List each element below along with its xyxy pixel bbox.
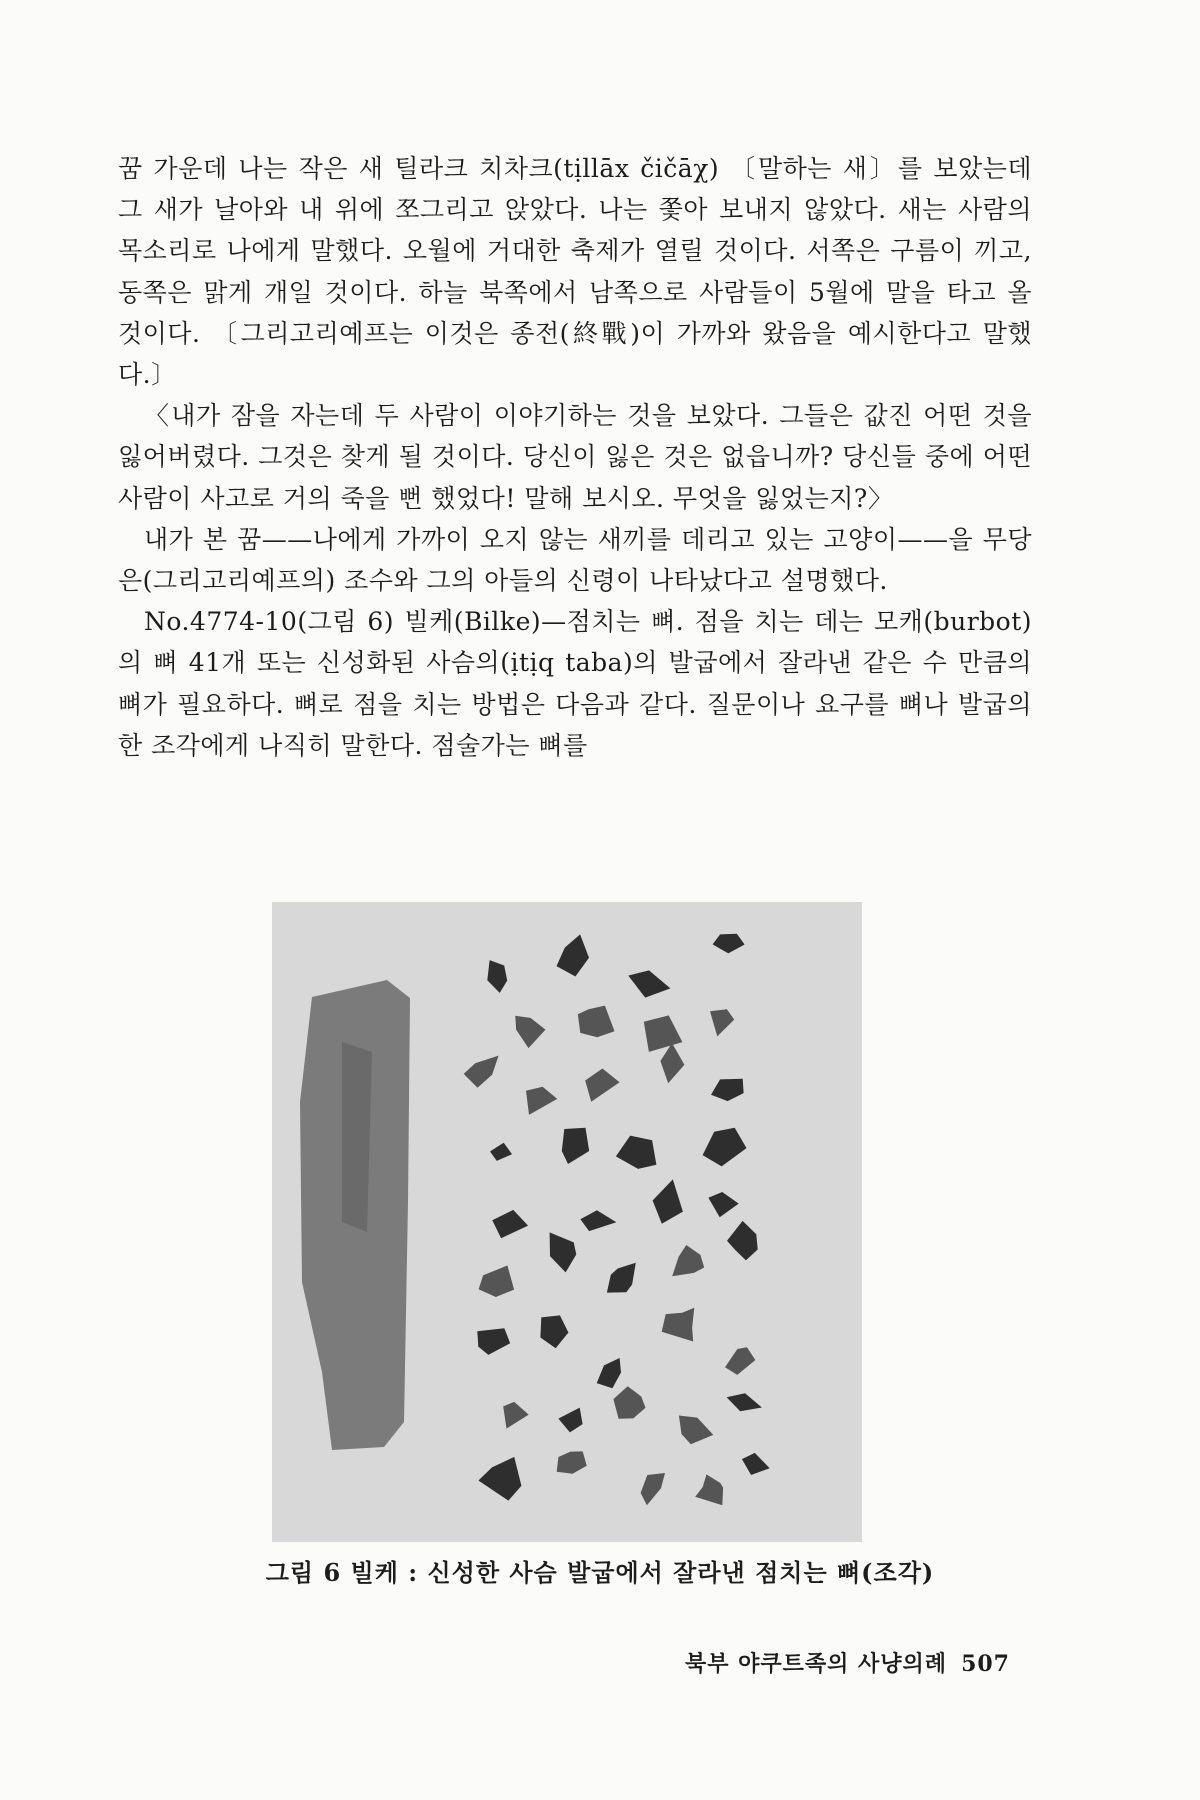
page-number: 507 <box>961 1651 1010 1677</box>
paragraph-dream-cat: 내가 본 꿈——나에게 가까이 오지 않는 새끼를 데리고 있는 고양이——을 무당은(그리고리예프의) 조수와 그의 아들의 신령이 나타났다고 설명했다. <box>118 524 1032 596</box>
body-text <box>118 148 1032 766</box>
running-title: 북부 야쿠트족의 사냥의례 <box>684 1651 948 1677</box>
bone-fragments-photo <box>272 902 862 1542</box>
figure-caption: 그림 6 빌케 : 신성한 사슴 발굽에서 잘라낸 점치는 뼈(조각) <box>265 1558 935 1587</box>
paragraph-bilke: No.4774-10(그림 6) 빌케(Bilke)—점치는 뼈. 점을 치는 데는 모캐(burbot)의 뼈 41개 또는 신성화된 사슴의(ịtịq taba)의 발굽에서 잘라낸 같은 수 만큼의 뼈가 필요하다. 뼈로 점을 치는 방법은 다음과 같다. 질문이나 요구를 뼈나 발굽의 한 조각에게 나직히 말한다. 점술가는 뼈를 <box>118 607 1032 760</box>
page-footer <box>685 1647 1010 1678</box>
paragraph-dream-lost: 〈내가 잠을 자는데 두 사람이 이야기하는 것을 보았다. 그들은 값진 어떤 것을 잃어버렸다. 그것은 찾게 될 것이다. 당신이 잃은 것은 없읍니까? 당신들 중에 어떤 사람이 사고로 거의 죽을 뻔 했었다! 말해 보시오. 무엇을 잃었는지?〉 <box>118 401 1032 513</box>
paragraph-dream-bird: 꿈 가운데 나는 작은 새 틸라크 치차크(tịllāx čičāχ) 〔말하는 새〕를 보았는데 그 새가 날아와 내 위에 쪼그리고 앉았다. 나는 쫓아 보내지 않았다. 새는 사람의 목소리로 나에게 말했다. 오월에 거대한 축제가 열릴 것이다. 서쪽은 구름이 끼고, 동쪽은 맑게 개일 것이다. 하늘 북쪽에서 남쪽으로 사람들이 5월에 말을 타고 올 것이다. 〔그리고리예프는 이것은 종전(終戰)이 가까와 왔음을 예시한다고 말했다.〕 <box>118 154 1032 390</box>
figure-photo <box>272 902 862 1542</box>
